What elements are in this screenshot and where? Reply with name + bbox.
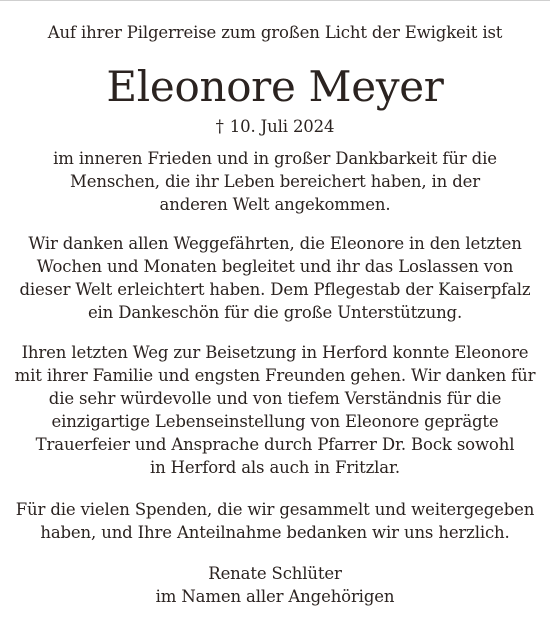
- paragraph-line: mit ihrer Familie und engsten Freunden gehen. Wir danken für: [14, 366, 536, 385]
- paragraph-thanks-companions: [0, 232, 550, 324]
- paragraph-donations: [0, 498, 550, 544]
- paragraph-line: einzigartige Lebenseinstellung von Eleonore geprägte: [51, 412, 499, 431]
- paragraph-arrival: [0, 147, 550, 216]
- paragraph-line: im inneren Frieden und in großer Dankbarkeit für die: [53, 149, 497, 168]
- paragraph-line: Wir danken allen Weggefährten, die Eleonore in den letzten: [28, 234, 522, 253]
- paragraph-line: anderen Welt angekommen.: [159, 195, 391, 214]
- death-date-line: [0, 117, 550, 137]
- paragraph-line: dieser Welt erleichtert haben. Dem Pflegestab der Kaiserpfalz: [19, 280, 531, 299]
- paragraph-line: Ihren letzten Weg zur Beisetzung in Herford konnte Eleonore: [21, 343, 529, 362]
- paragraph-line: Trauerfeier und Ansprache durch Pfarrer Dr. Bock sowohl: [35, 435, 515, 454]
- signature-subline: im Namen aller Angehörigen: [155, 587, 395, 606]
- paragraph-line: Wochen und Monaten begleitet und ihr das Loslassen von: [36, 257, 514, 276]
- paragraph-funeral: [0, 341, 550, 479]
- paragraph-line: in Herford als auch in Fritzlar.: [149, 458, 401, 477]
- paragraph-line: die sehr würdevolle und von tiefem Verständnis für die: [48, 389, 502, 408]
- intro-line: Auf ihrer Pilgerreise zum großen Licht der Ewigkeit ist: [47, 23, 503, 42]
- signature: [0, 562, 550, 608]
- signature-name: Renate Schlüter: [208, 564, 342, 583]
- paragraph-line: haben, und Ihre Anteilnahme bedanken wir uns herzlich.: [40, 523, 510, 542]
- deceased-name: Eleonore Meyer: [106, 62, 444, 111]
- paragraph-line: Menschen, die ihr Leben bereichert haben, in der: [69, 172, 481, 191]
- dagger-icon: †: [215, 117, 224, 136]
- paragraph-line: Für die vielen Spenden, die wir gesammelt und weitergegeben: [15, 500, 535, 519]
- death-date: 10. Juli 2024: [229, 117, 335, 136]
- paragraph-line: ein Dankeschön für die große Unterstützung.: [87, 303, 463, 322]
